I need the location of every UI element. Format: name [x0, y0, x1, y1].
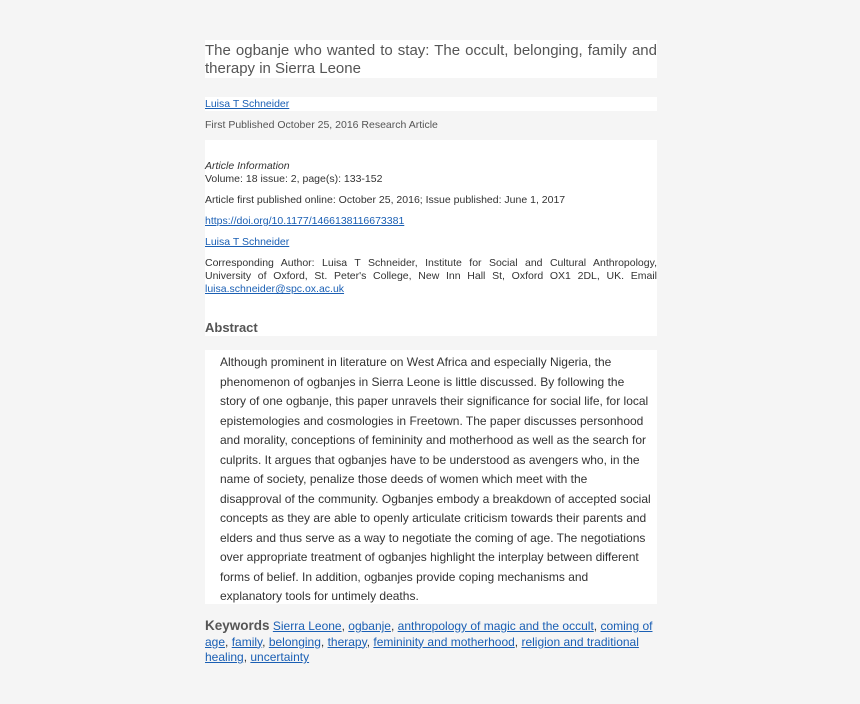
author-line — [205, 98, 657, 111]
keyword-link[interactable]: therapy — [327, 634, 367, 649]
keyword-link[interactable]: femininity and motherhood — [373, 634, 515, 649]
doi-line — [205, 215, 657, 228]
keyword-link[interactable]: family — [231, 634, 263, 649]
corresponding-text: Corresponding Author: Luisa T Schneider, Institute for Social and Cultural Anthropology, University of Oxford, St. Peter's College, New Inn Hall St, Oxford OX1 2DL, UK. — [205, 257, 657, 282]
article-title: The ogbanje who wanted to stay: The occult, belonging, family and therapy in Sierra Leone — [205, 42, 657, 77]
article-info-heading: Article Information — [205, 160, 290, 172]
publication-dates: Article first published online: October 25, 2016; Issue published: June 1, 2017 — [205, 194, 566, 206]
author-link-2[interactable]: Luisa T Schneider — [205, 236, 290, 248]
keywords-label: Keywords — [205, 618, 270, 633]
author-line-2 — [205, 236, 657, 249]
keywords-section: Keywords Sierra Leone, ogbanje, anthropology of magic and the occult, coming of age, family, belonging, therapy, femininity and motherhood, religion and traditional healing, uncertainty — [205, 618, 653, 664]
keyword-link[interactable]: belonging — [268, 634, 321, 649]
keyword-link[interactable]: anthropology of magic and the occult — [397, 619, 594, 633]
first-published: First Published October 25, 2016 Research Article — [205, 119, 438, 131]
corresponding-author — [205, 257, 657, 296]
abstract-text: Although prominent in literature on West Africa and especially Nigeria, the phenomenon of ogbanjes in Sierra Leone is little discussed. By following the story of one ogbanje, this paper unravels their significance for social life, for local epistemologies and cosmologies in Freetown. The paper discusses personhood and morality, conceptions of femininity and motherhood as well as the search for culprits. It argues that ogbanjes have to be understood as avengers who, in the name of society, penalize those deeds of women which meet with the disapproval of the community. Ogbanjes embody a breakdown of accepted social concepts as they are able to openly articulate criticism towards their parents and elders and thus serve as a way to negotiate the coming of age. The negotiations over appropriate treatment of ogbanjes highlight the interplay between different forms of belief. In addition, ogbanjes provide coping mechanisms and explanatory tools for untimely deaths. — [220, 355, 651, 603]
keyword-link[interactable]: uncertainty — [250, 650, 310, 664]
keyword-link[interactable]: religion and traditional healing — [205, 634, 639, 664]
keyword-link[interactable]: Sierra Leone — [272, 619, 342, 633]
volume-info: Volume: 18 issue: 2, page(s): 133-152 — [205, 173, 383, 185]
author-link[interactable]: Luisa T Schneider — [205, 98, 290, 110]
keyword-link[interactable]: coming of age — [205, 619, 653, 649]
email-label: Email — [630, 270, 657, 282]
email-link[interactable]: luisa.schneider@spc.ox.ac.uk — [205, 283, 345, 295]
keyword-link[interactable]: ogbanje — [348, 619, 391, 633]
abstract-heading: Abstract — [205, 320, 258, 335]
doi-link[interactable]: https://doi.org/10.1177/1466138116673381 — [205, 215, 405, 227]
